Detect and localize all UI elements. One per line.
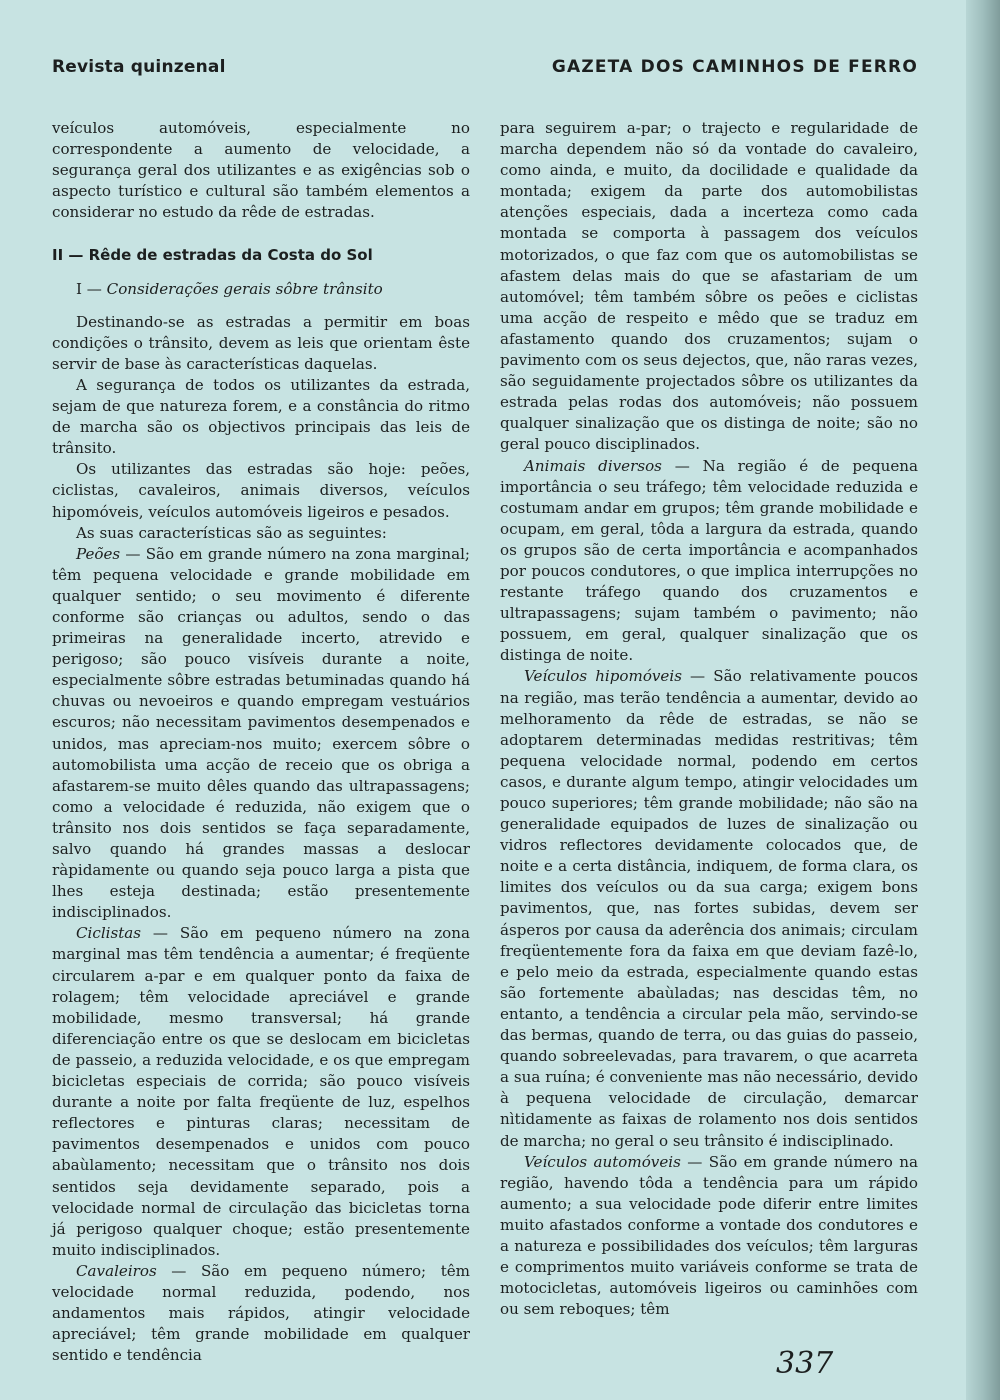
paragraph-text: — São em grande número na zona marginal; têm pequena velocidade e grande mobilidade em qualquer sentido; o seu movimento é diferente conforme são crianças ou adultos, sendo o das primeiras na generalidade incerto, atrevido e perigoso; são pouco visíveis durante a noite, especialmente sôbre estradas betuminadas quando há chuvas ou nevoeiros e quando empregam vestuários escuros; não necessitam pavimentos desempenados e unidos, mas apreciam-nos muito; exercem sôbre o automobilista uma acção de receio que os obriga a afastarem-se muito dêles quando das ultrapassagens; como a velocidade é reduzida, não exigem que o trânsito nos dois sentidos se faça separadamente, salvo quando há grandes massas a deslocar ràpidamente ou quando seja pouco larga a pista que lhes esteja destinada; estão presentemente indisciplinados. — [52, 544, 470, 922]
paragraph-hipomoveis — [500, 666, 918, 1151]
paragraph-ciclistas — [52, 923, 470, 1261]
intro-paragraph: veículos automóveis, especialmente no correspondente a aumento de velocidade, a segurança geral dos utilizantes e as exigências sob o aspecto turístico e cultural são também elementos a considerar no estudo da rêde de estradas. — [52, 119, 470, 222]
right-column — [500, 118, 918, 1320]
paragraph-animais — [500, 456, 918, 667]
paragraph-cavaleiros — [52, 1261, 470, 1366]
running-header — [52, 57, 918, 81]
section-title: II — Rêde de estradas da Costa do Sol — [52, 246, 373, 265]
term-automoveis: Veículos automóveis — [524, 1152, 681, 1171]
paragraph-text: — Na região é de pequena importância o seu tráfego; têm velocidade reduzida e costumam andar em grupos; têm grande mobilidade e ocupam, em geral, tôda a largura da estrada, quando os grupos são de certa importância e acompanhados por poucos condutores, o que implica interrupções no restante tráfego quando dos cruzamentos e ultrapassagens; sujam também o pavimento; não possuem, em geral, qualquer sinalização que os distinga de noite. — [500, 456, 919, 665]
term-animais: Animais diversos — [524, 456, 662, 475]
paragraph: Destinando-se as estradas a permitir em boas condições o trânsito, devem as leis que orientam êste servir de base às características daquelas. — [52, 312, 470, 373]
term-hipomoveis: Veículos hipomóveis — [524, 667, 682, 686]
term-ciclistas: Ciclistas — [76, 924, 142, 943]
left-column — [52, 118, 470, 1366]
paragraph: A segurança de todos os utilizantes da estrada, sejam de que natureza forem, e a constância do ritmo de marcha são os objectivos principais das leis de trânsito. — [52, 375, 470, 458]
page-spine-shadow — [966, 0, 1000, 1400]
paragraph: Os utilizantes das estradas são hoje: peões, ciclistas, cavaleiros, animais diversos, veículos hipomóveis, veículos automóveis ligeiros e pesados. — [52, 460, 470, 521]
term-peoes: Peões — [76, 544, 121, 563]
paragraph-text: — São relativamente poucos na região, mas terão tendência a aumentar, devido ao melhoramento da rêde de estradas, se não se adoptarem determinadas medidas restritivas; têm pequena velocidade normal, podendo em certos casos, e durante algum tempo, atingir velocidades um pouco superiores; têm grande mobilidade; não são na generalidade equipados de luzes de sinalização ou vidros reflectores devidamente colocados que, de noite e a certa distância, indiquem, de forma clara, os limites dos veículos ou da sua carga; exigem bons pavimentos, que, nas fortes subidas, devem ser ásperos por causa da aderência dos animais; circulam freqüentemente fora da faixa em que deviam fazê-lo, e pelo meio da estrada, especialmente quando estas são fortemente abaùladas; nas descidas têm, no entanto, a tendência a circular pela mão, servindo-se das bermas, quando de terra, ou das guias do passeio, quando sobreelevadas, para travarem, o que acarreta a sua ruína; é conveniente mas não necessário, devido à pequena velocidade de circulação, demarcar nìtidamente as faixas de rolamento nos dois sentidos de marcha; no geral o seu trânsito é indisciplinado. — [500, 667, 919, 1150]
subsection-number: I — — [76, 279, 107, 298]
paragraph-text: — São em grande número na região, havendo tôda a tendência para um rápido aumento; a sua velocidade pode diferir entre limites muito afastados conforme a vontade dos condutores e a natureza e possibilidades dos veículos; têm larguras e comprimentos muito variáveis conforme se trata de motocicletas, automóveis ligeiros ou caminhões com ou sem reboques; têm — [500, 1152, 919, 1319]
paragraph-text: — São em pequeno número na zona marginal mas têm tendência a aumentar; é freqüente circularem a-par e em qualquer ponto da faixa de rolagem; têm velocidade apreciável e grande mobilidade, mesmo transversal; há grande diferenciação entre os que se deslocam em bicicletas de passeio, a reduzida velocidade, e os que empregam bicicletas especiais de corrida; são pouco visíveis durante a noite por falta freqüente de luz, espelhos reflectores e pinturas claras; necessitam de pavimentos desempenados e unidos com pouco abaùlamento; necessitam que o trânsito nos dois sentidos seja devidamente separado, pois a velocidade normal de circulação das bicicletas torna já perigoso qualquer choque; estão presentemente muito indisciplinados. — [52, 924, 470, 1259]
paragraph-continuation: para seguirem a-par; o trajecto e regularidade de marcha dependem não só da vontade do cavaleiro, como ainda, e muito, da docilidade e qualidade da montada; exigem da parte dos automobilistas atenções especiais, dada a incerteza como cada montada se comporta à passagem dos veículos motorizados, o que faz com que os automobilistas se afastem delas mais do que se afastariam de um automóvel; têm também sôbre os peões e ciclistas uma acção de respeito e mêdo que se traduz em afastamento quando dos cruzamentos; sujam o pavimento com os seus dejectos, que, não raras vezes, são seguidamente projectados sôbre os utilizantes da estrada pelas rodas dos automóveis; não possuem qualquer sinalização que os distinga de noite; são no geral pouco disciplinados. — [500, 119, 918, 454]
subsection-title — [52, 279, 470, 300]
term-cavaleiros: Cavaleiros — [76, 1261, 157, 1280]
paragraph-peoes — [52, 544, 470, 924]
header-journal-frequency: Revista quinzenal — [52, 57, 226, 77]
subsection-heading: Considerações gerais sôbre trânsito — [106, 279, 383, 298]
paragraph: As suas características são as seguintes: — [76, 523, 387, 542]
page-number: 337 — [776, 1346, 834, 1381]
paragraph-text: — São em pequeno número; têm velocidade normal reduzida, podendo, nos andamentos mais rápidos, atingir velocidade apreciável; têm grande mobilidade em qualquer sentido e tendência — [52, 1261, 470, 1365]
paragraph-automoveis — [500, 1152, 918, 1321]
header-journal-title: GAZETA DOS CAMINHOS DE FERRO — [551, 57, 918, 77]
